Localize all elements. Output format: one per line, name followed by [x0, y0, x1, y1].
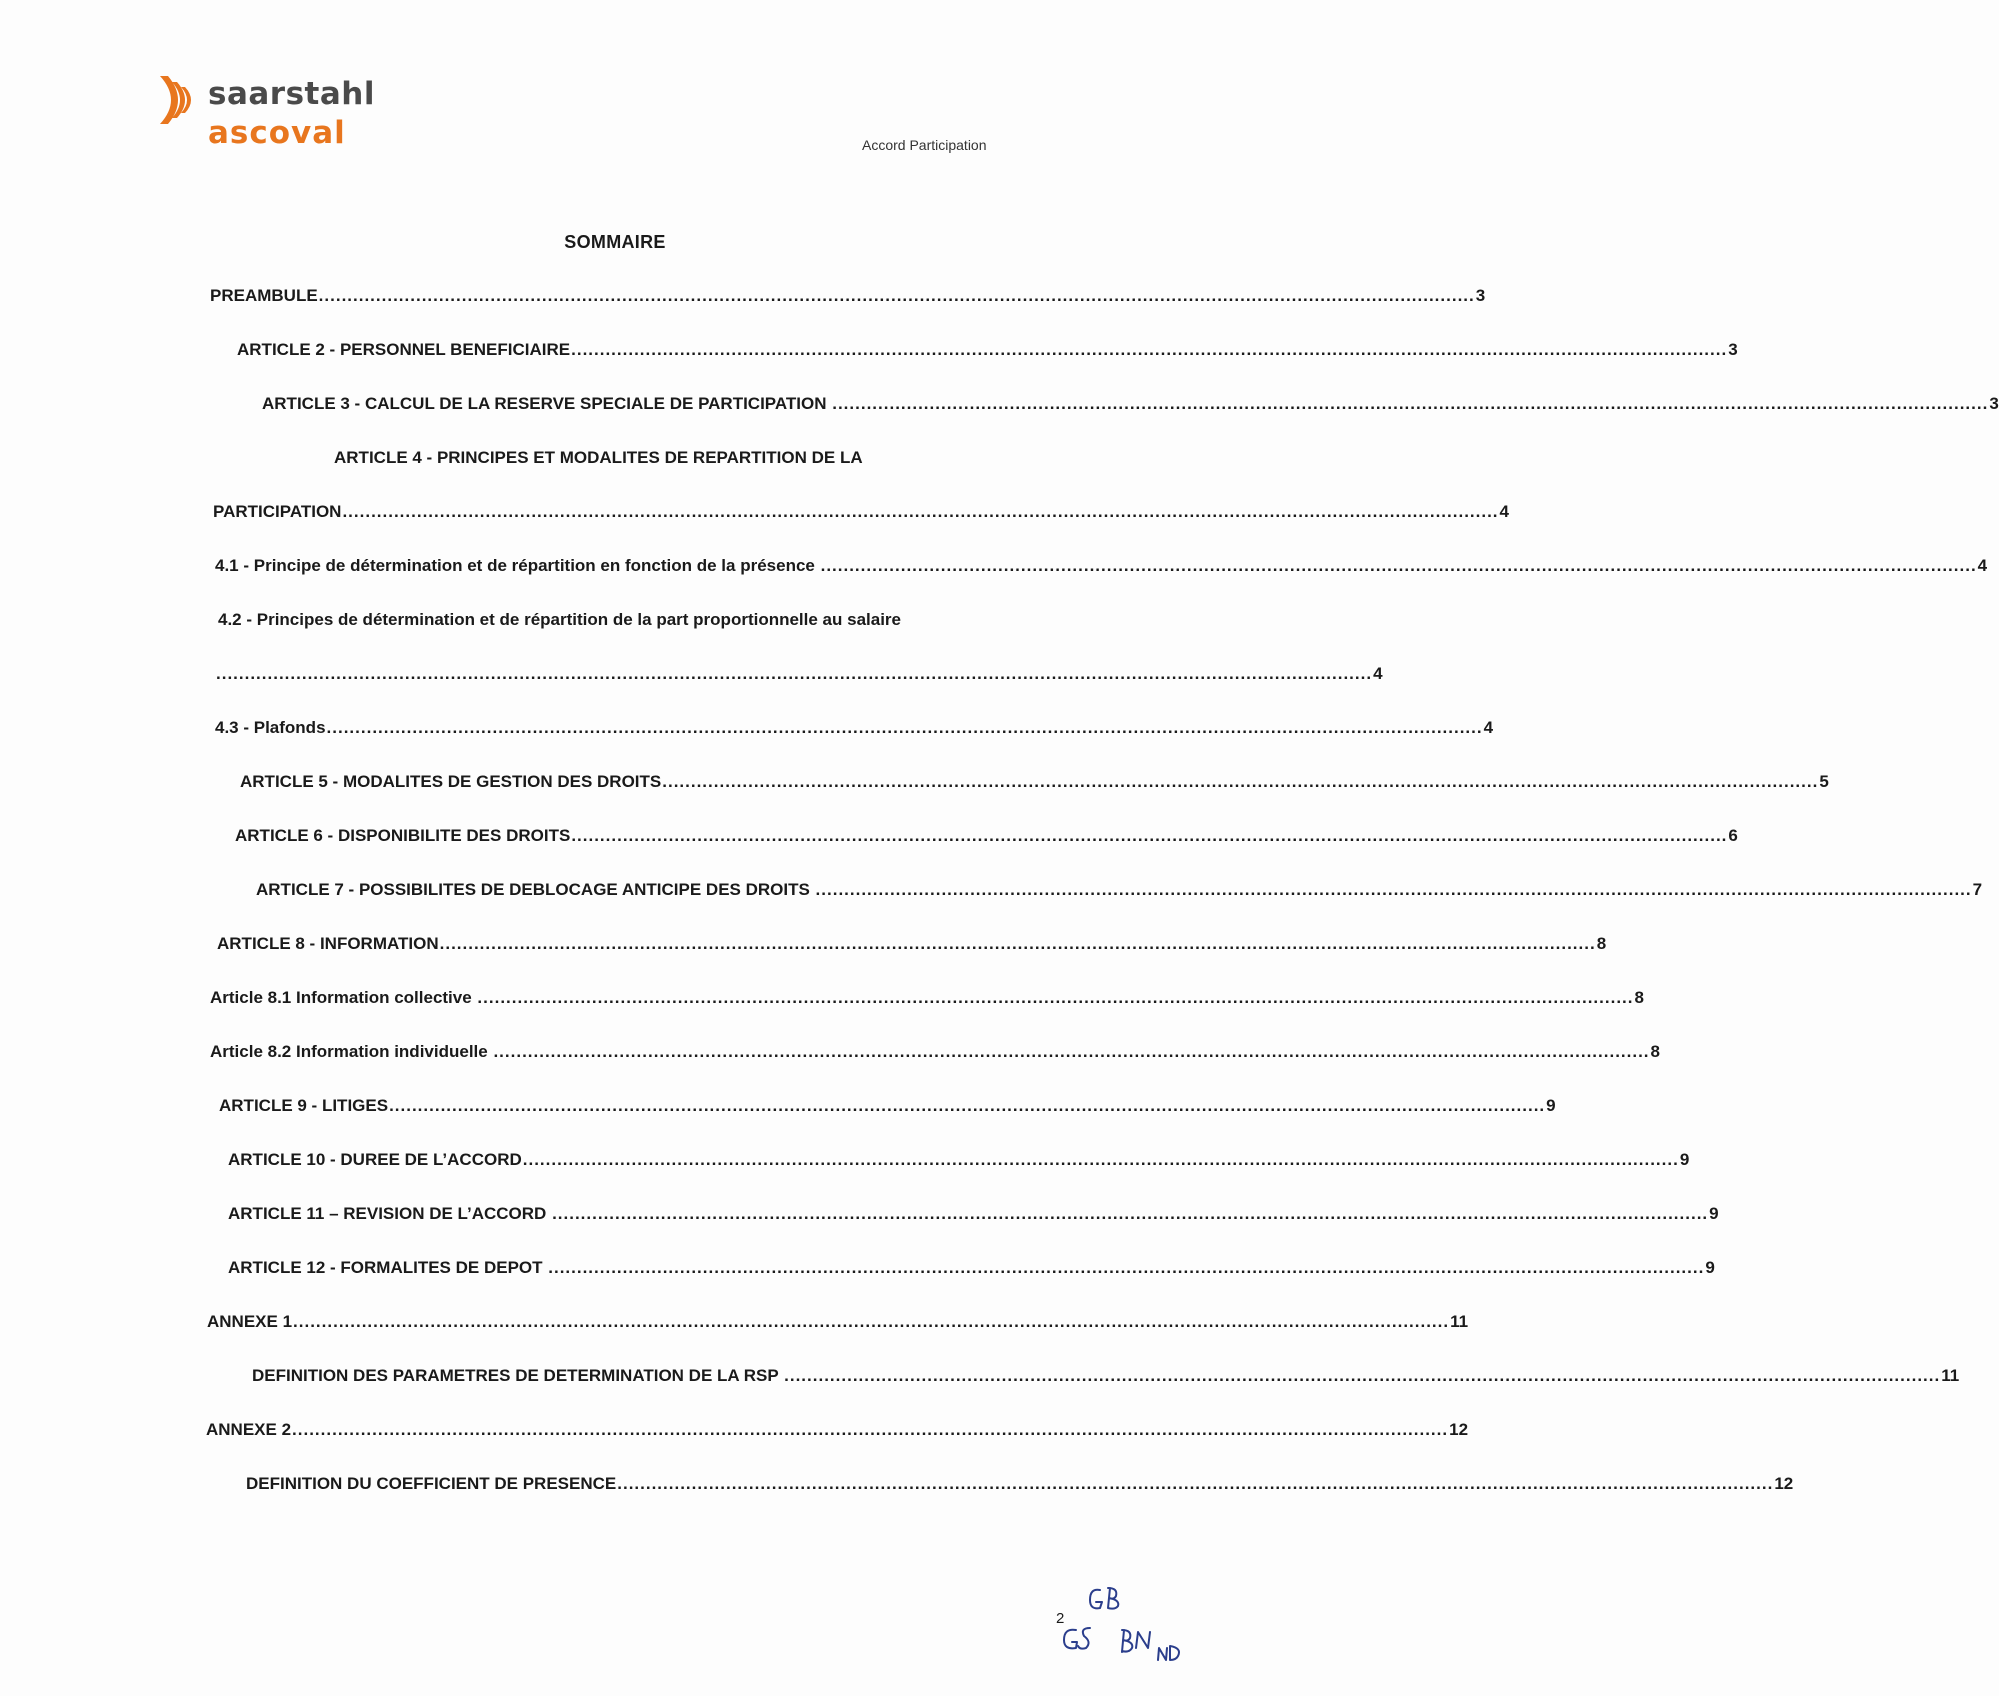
toc-leader-dots: ..........................................................................................................................................................................................................: [522, 1150, 1679, 1169]
toc-leader-dots: ..........................................................................................................................................................................................................: [439, 934, 1596, 953]
page-number: 2: [1056, 1610, 1065, 1627]
toc-entry-page: 5: [1819, 772, 1829, 791]
toc-entry-label: 4.1 - Principe de détermination et de répartition en fonction de la présence: [215, 556, 820, 575]
toc-entry-label: 4.3 - Plafonds: [215, 718, 326, 737]
toc-entry-page: 9: [1679, 1150, 1690, 1169]
toc-entry-label: Article 8.1 Information collective: [210, 988, 477, 1007]
handwritten-initials-signature: [1060, 1578, 1200, 1696]
toc-entry-article-6[interactable]: [235, 826, 1738, 850]
toc-entry-label: ARTICLE 10 - DUREE DE L’ACCORD: [228, 1150, 522, 1169]
toc-entry-page: 3: [1989, 394, 1999, 413]
toc-entry-4-1[interactable]: [215, 556, 1988, 580]
toc-entry-article-9[interactable]: [219, 1096, 1556, 1120]
toc-entry-label: ARTICLE 8 - INFORMATION: [217, 934, 439, 953]
toc-leader-dots: ..........................................................................................................................................................................................................: [293, 1312, 1450, 1331]
toc-entry-label: ARTICLE 7 - POSSIBILITES DE DEBLOCAGE ANTICIPE DES DROITS: [256, 880, 815, 899]
toc-entry-article-4-heading[interactable]: ARTICLE 4 - PRINCIPES ET MODALITES DE REPARTITION DE LA: [334, 448, 863, 467]
toc-entry-4-2-page[interactable]: [215, 664, 1383, 688]
toc-entry-participation[interactable]: [213, 502, 1509, 526]
toc-entry-article-7[interactable]: [256, 880, 1983, 904]
toc-entry-page: 12: [1449, 1420, 1469, 1439]
toc-leader-dots: ..........................................................................................................................................................................................................: [552, 1204, 1709, 1223]
toc-entry-preambule[interactable]: [210, 286, 1486, 310]
toc-leader-dots: ..........................................................................................................................................................................................................: [784, 1366, 1941, 1385]
toc-leader-dots: ..........................................................................................................................................................................................................: [571, 340, 1728, 359]
toc-leader-dots: ..........................................................................................................................................................................................................: [815, 880, 1972, 899]
toc-entry-article-12[interactable]: [228, 1258, 1715, 1282]
toc-entry-article-11[interactable]: [228, 1204, 1719, 1228]
toc-leader-dots: ..........................................................................................................................................................................................................: [326, 718, 1483, 737]
toc-entry-page: 8: [1634, 988, 1644, 1007]
toc-entry-page: 3: [1475, 286, 1486, 305]
toc-entry-article-8-1[interactable]: [210, 988, 1644, 1012]
toc-entry-article-3[interactable]: [262, 394, 1999, 418]
toc-entry-page: 4: [1499, 502, 1509, 521]
toc-leader-dots: ..........................................................................................................................................................................................................: [477, 988, 1634, 1007]
toc-entry-article-10[interactable]: [228, 1150, 1690, 1174]
toc-entry-label: ARTICLE 2 - PERSONNEL BENEFICIAIRE: [237, 340, 571, 359]
toc-entry-page: 9: [1705, 1258, 1715, 1277]
toc-leader-dots: ..........................................................................................................................................................................................................: [820, 556, 1977, 575]
toc-entry-page: 8: [1596, 934, 1607, 953]
toc-leader-dots: ..........................................................................................................................................................................................................: [493, 1042, 1650, 1061]
toc-entry-article-5[interactable]: [240, 772, 1829, 796]
toc-entry-label: Article 8.2 Information individuelle: [210, 1042, 493, 1061]
toc-leader-dots: ..........................................................................................................................................................................................................: [216, 664, 1373, 683]
toc-entry-page: 11: [1450, 1312, 1469, 1331]
toc-entry-label: ANNEXE 2: [206, 1420, 292, 1439]
toc-entry-label: ARTICLE 12 - FORMALITES DE DEPOT: [228, 1258, 548, 1277]
toc-entry-label: ARTICLE 3 - CALCUL DE LA RESERVE SPECIALE DE PARTICIPATION: [262, 394, 832, 413]
logo-text-ascoval: ascoval: [208, 115, 346, 151]
toc-entry-page: 7: [1972, 880, 1983, 899]
toc-entry-label: ARTICLE 6 - DISPONIBILITE DES DROITS: [235, 826, 571, 845]
toc-leader-dots: ..........................................................................................................................................................................................................: [662, 772, 1819, 791]
toc-entry-page: 4: [1977, 556, 1988, 575]
toc-entry-annexe-1[interactable]: [207, 1312, 1469, 1336]
toc-leader-dots: ..........................................................................................................................................................................................................: [548, 1258, 1705, 1277]
toc-entry-page: 12: [1774, 1474, 1794, 1493]
toc-leader-dots: ..........................................................................................................................................................................................................: [292, 1420, 1449, 1439]
toc-entry-page: 11: [1941, 1366, 1960, 1385]
toc-entry-label: DEFINITION DES PARAMETRES DE DETERMINATION DE LA RSP: [252, 1366, 784, 1385]
toc-entry-label: ANNEXE 1: [207, 1312, 293, 1331]
document-header-title: Accord Participation: [862, 137, 987, 153]
toc-entry-article-8-2[interactable]: [210, 1042, 1660, 1066]
toc-entry-annexe-2[interactable]: [206, 1420, 1469, 1444]
toc-entry-annexe-1-definition[interactable]: [252, 1366, 1960, 1390]
toc-entry-page: 4: [1373, 664, 1383, 683]
toc-entry-label: DEFINITION DU COEFFICIENT DE PRESENCE: [246, 1474, 617, 1493]
toc-entry-article-8[interactable]: [217, 934, 1607, 958]
toc-leader-dots: ..........................................................................................................................................................................................................: [832, 394, 1989, 413]
toc-leader-dots: ..........................................................................................................................................................................................................: [617, 1474, 1774, 1493]
toc-entry-4-3[interactable]: [215, 718, 1494, 742]
toc-leader-dots: ..........................................................................................................................................................................................................: [318, 286, 1475, 305]
toc-entry-label: ARTICLE 11 – REVISION DE L’ACCORD: [228, 1204, 552, 1223]
toc-entry-page: 8: [1650, 1042, 1660, 1061]
toc-entry-page: 6: [1728, 826, 1738, 845]
toc-entry-label: ARTICLE 5 - MODALITES DE GESTION DES DROITS: [240, 772, 662, 791]
toc-leader-dots: ..........................................................................................................................................................................................................: [571, 826, 1728, 845]
logo-text-saarstahl: saarstahl: [208, 76, 375, 112]
toc-entry-page: 9: [1546, 1096, 1556, 1115]
brand-chevrons-icon: [158, 72, 204, 128]
toc-entry-page: 9: [1709, 1204, 1719, 1223]
toc-entry-page: 4: [1483, 718, 1494, 737]
toc-entry-annexe-2-definition[interactable]: [246, 1474, 1794, 1498]
toc-entry-label: PREAMBULE: [210, 286, 318, 305]
toc-entry-label: PARTICIPATION: [213, 502, 342, 521]
toc-entry-article-2[interactable]: [237, 340, 1738, 364]
toc-entry-page: 3: [1728, 340, 1738, 359]
toc-entry-4-2-heading[interactable]: 4.2 - Principes de détermination et de répartition de la part proportionnelle au salaire: [218, 610, 901, 629]
toc-leader-dots: ..........................................................................................................................................................................................................: [389, 1096, 1546, 1115]
toc-leader-dots: ..........................................................................................................................................................................................................: [342, 502, 1499, 521]
toc-title: SOMMAIRE: [564, 232, 666, 252]
toc-entry-label: ARTICLE 9 - LITIGES: [219, 1096, 389, 1115]
